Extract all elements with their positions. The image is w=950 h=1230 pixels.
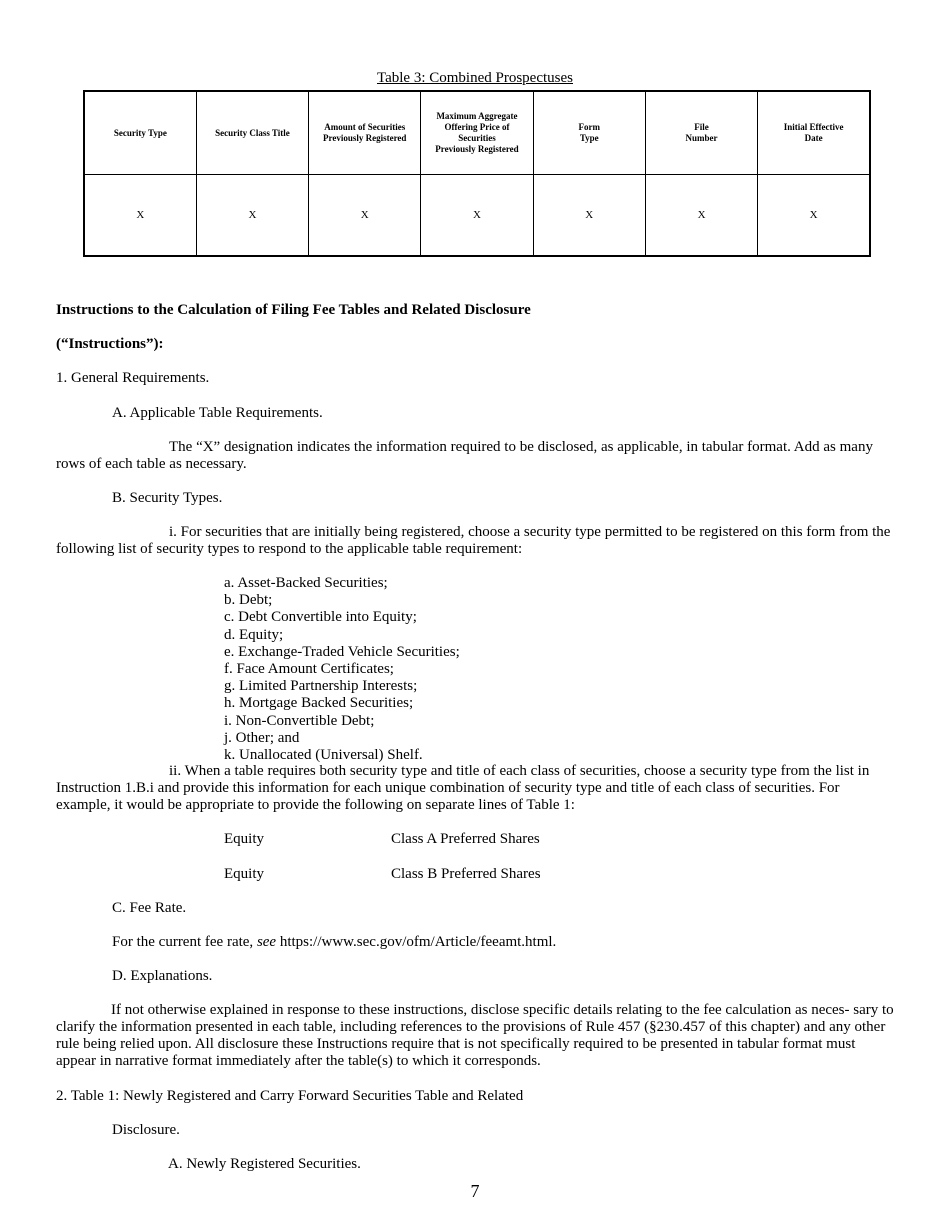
table-cell: X xyxy=(645,175,757,257)
col-header-security-class-title: Security Class Title xyxy=(196,91,308,175)
col-header-file-number: File Number xyxy=(645,91,757,175)
section-2-heading-cont: Disclosure. xyxy=(112,1122,180,1138)
section-2a-heading: A. Newly Registered Securities. xyxy=(168,1156,361,1172)
section-1a-heading: A. Applicable Table Requirements. xyxy=(112,405,323,421)
table-cell: X xyxy=(421,175,533,257)
list-item: g. Limited Partnership Interests; xyxy=(224,678,418,695)
col-header-initial-effective-date: Initial Effective Date xyxy=(758,91,870,175)
table-header-row xyxy=(84,91,870,175)
section-1b-heading: B. Security Types. xyxy=(112,490,223,506)
col-header-security-type: Security Type xyxy=(84,91,196,175)
combined-prospectuses-table xyxy=(83,90,871,257)
section-1b-ii-text: ii. When a table requires both security type and title of each class of securities, choose a security type from the list in Instruction 1.B.i and provide this information for each unique combination of security type and title of each class of securities. For example, it would be appropriate to provide the following on separate lines of Table 1: xyxy=(56,763,870,813)
fee-rate-url: https://www.sec.gov/ofm/Article/feeamt.html. xyxy=(276,934,557,950)
col-header-form-type: Form Type xyxy=(533,91,645,175)
fee-rate-text: For the current fee rate, see https://www.sec.gov/ofm/Article/feeamt.html. xyxy=(112,934,557,950)
table-cell: X xyxy=(309,175,421,257)
list-item: a. Asset-Backed Securities; xyxy=(224,575,388,591)
col-header-amount-previously-registered: Amount of Securities Previously Registered xyxy=(309,91,421,175)
security-types-list xyxy=(224,575,460,764)
section-2-heading: 2. Table 1: Newly Registered and Carry Forward Securities Table and Related xyxy=(56,1088,524,1104)
list-item: d. Equity; xyxy=(224,626,284,643)
example-2-class-title: Class B Preferred Shares xyxy=(391,866,541,882)
table-row xyxy=(84,175,870,257)
table-cell: X xyxy=(196,175,308,257)
table-cell: X xyxy=(533,175,645,257)
table-cell: X xyxy=(84,175,196,257)
instructions-heading-short: (“Instructions”): xyxy=(56,336,164,352)
example-2-security-type: Equity xyxy=(224,866,264,882)
list-item: e. Exchange-Traded Vehicle Securities; xyxy=(224,643,460,660)
section-1-heading: 1. General Requirements. xyxy=(56,370,210,386)
list-item: h. Mortgage Backed Securities; xyxy=(224,695,414,712)
col-header-max-aggregate-offering-price: Maximum Aggregate Offering Price of Securities Previously Registered xyxy=(421,91,533,175)
example-1-security-type: Equity xyxy=(224,831,264,847)
table-cell: X xyxy=(758,175,870,257)
list-item: f. Face Amount Certificates; xyxy=(224,661,394,678)
list-item: k. Unallocated (Universal) Shelf. xyxy=(224,747,423,764)
list-item: b. Debt; xyxy=(224,592,273,609)
section-1c-heading: C. Fee Rate. xyxy=(112,900,187,916)
list-item: i. Non-Convertible Debt; xyxy=(224,712,375,729)
list-item: c. Debt Convertible into Equity; xyxy=(224,609,417,626)
page-number: 7 xyxy=(470,1181,480,1201)
section-1b-i-text: i. For securities that are initially being registered, choose a security type permitted to be registered on this form from the following list of security types to respond to the applicable table requirement: xyxy=(56,524,891,557)
table-3-caption: Table 3: Combined Prospectuses xyxy=(376,70,573,86)
section-1d-text: If not otherwise explained in response to these instructions, disclose specific details relating to the fee calculation as neces- sary to clarify the information presented in each table, including references to the provisions of Rule 457 (§230.457 of this chapter) and any other rule being relied upon. All disclosure these Instructions require that is not specifically required to be presented in tabular format must appear in narrative format immediately after the table(s) to which it corresponds. xyxy=(56,1002,894,1069)
section-1d-heading: D. Explanations. xyxy=(112,968,213,984)
instructions-heading: Instructions to the Calculation of Filing Fee Tables and Related Disclosure xyxy=(56,302,531,318)
section-1a-text: The “X” designation indicates the information required to be disclosed, as applicable, in tabular format. Add as many rows of each table as necessary. xyxy=(56,439,873,472)
example-1-class-title: Class A Preferred Shares xyxy=(391,831,540,847)
list-item: j. Other; and xyxy=(224,729,300,746)
